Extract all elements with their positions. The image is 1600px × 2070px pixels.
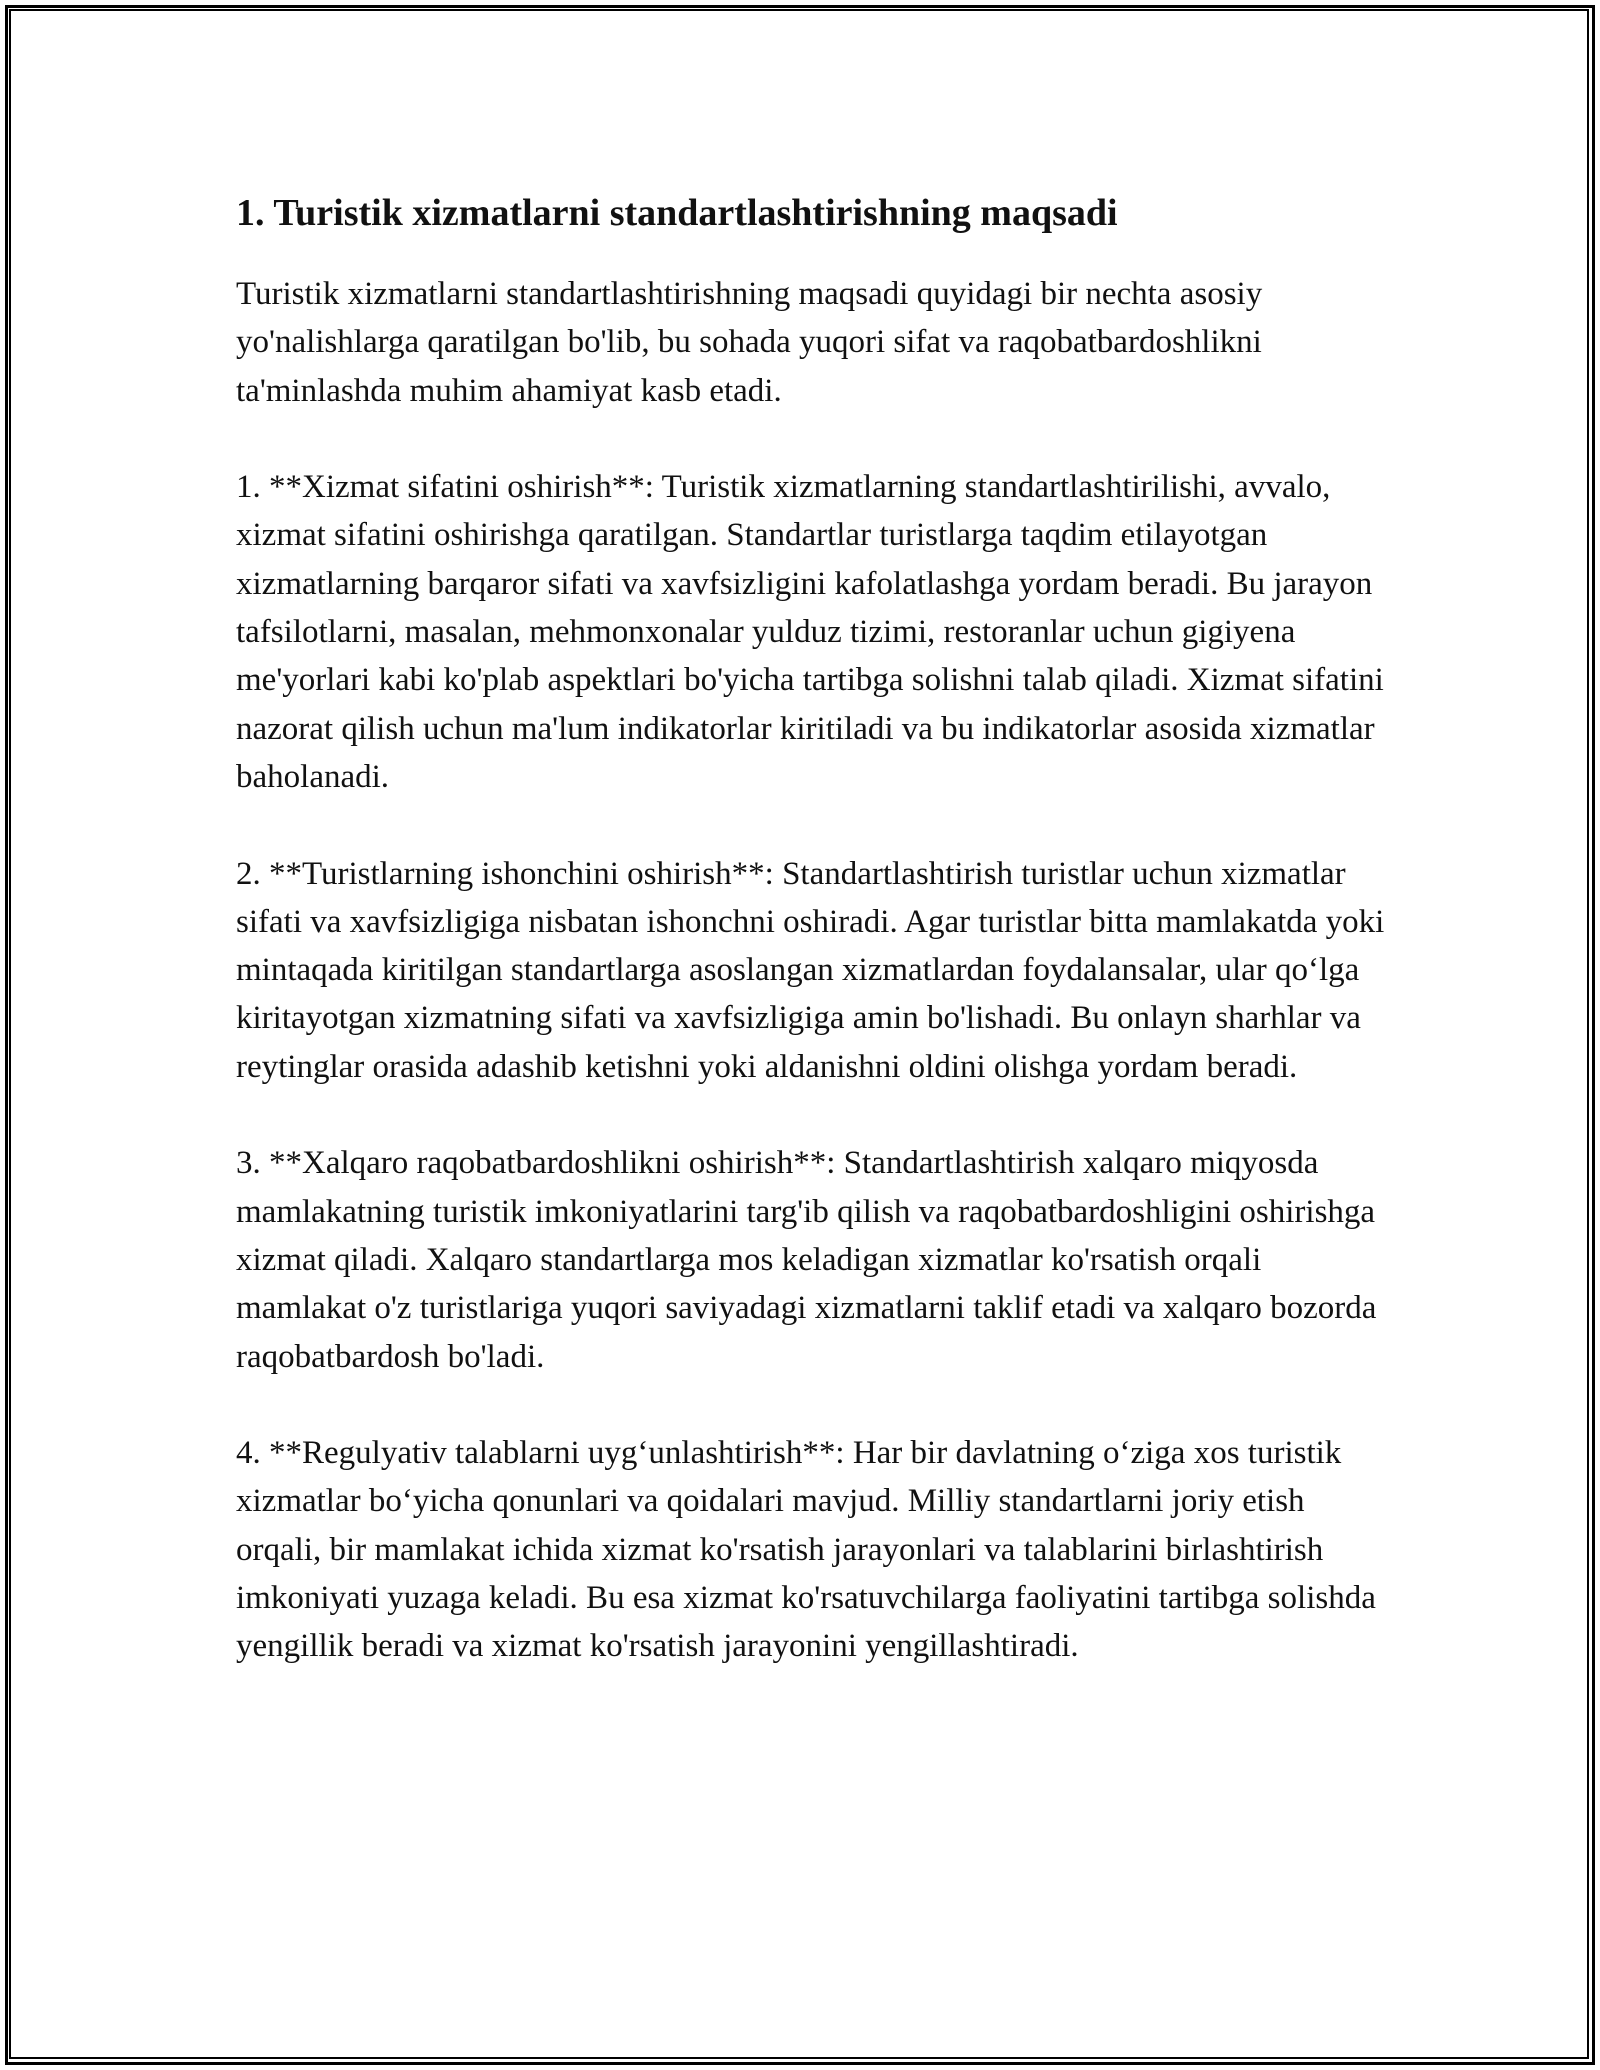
paragraph-1: 1. **Xizmat sifatini oshirish**: Turistik xizmatlarning standartlashtirilishi, avvalo, xizmat sifatini oshirishga qaratilgan. Standartlar turistlarga taqdim etilayotgan xizmatlarning barqaror sifati va xavfsizligini kafolatlashga yordam beradi. Bu jarayon tafsilotlarni, masalan, mehmonxonalar yulduz tizimi, restoranlar uchun gigiyena me'yorlari kabi ko'plab aspektlari bo'yicha tartibga solishni talab qiladi. Xizmat sifatini nazorat qilish uchun ma'lum indikatorlar kiritiladi va bu indikatorlar asosida xizmatlar baholanadi. — [236, 469, 1384, 795]
paragraph-3: 3. **Xalqaro raqobatbardoshlikni oshirish**: Standartlashtirish xalqaro miqyosda mamlakatning turistik imkoniyatlarini targ'ib qilish va raqobatbardoshligini oshirishga xizmat qiladi. Xalqaro standartlarga mos keladigan xizmatlar ko'rsatish orqali mamlakat o'z turistlariga yuqori saviyadagi xizmatlarni taklif etadi va xalqaro bozorda raqobatbardosh bo'ladi. — [236, 1145, 1377, 1375]
document-body — [236, 188, 1386, 1671]
paragraph-4: 4. **Regulyativ talablarni uyg‘unlashtirish**: Har bir davlatning o‘ziga xos turistik xizmatlar bo‘yicha qonunlari va qoidalari mavjud. Milliy standartlarni joriy etish orqali, bir mamlakat ichida xizmat ko'rsatish jarayonlari va talablarini birlashtirish imkoniyati yuzaga keladi. Bu esa xizmat ko'rsatuvchilarga faoliyatini tartibga solishda yengillik beradi va xizmat ko'rsatish jarayonini yengillashtiradi. — [236, 1435, 1376, 1665]
intro-paragraph: Turistik xizmatlarni standartlashtirishning maqsadi quyidagi bir nechta asosiy yo'nalishlarga qaratilgan bo'lib, bu sohada yuqori sifat va raqobatbardoshlikni ta'minlashda muhim ahamiyat kasb etadi. — [236, 276, 1263, 409]
document-title: 1. Turistik xizmatlarni standartlashtirishning maqsadi — [236, 192, 1118, 234]
paragraph-2: 2. **Turistlarning ishonchini oshirish**: Standartlashtirish turistlar uchun xizmatlar sifati va xavfsizligiga nisbatan ishonchni oshiradi. Agar turistlar bitta mamlakatda yoki mintaqada kiritilgan standartlarga asoslangan xizmatlardan foydalansalar, ular qo‘lga kiritayotgan xizmatning sifati va xavfsizligiga amin bo'lishadi. Bu onlayn sharhlar va reytinglar orasida adashib ketishni yoki aldanishni oldini olishga yordam beradi. — [236, 855, 1385, 1085]
